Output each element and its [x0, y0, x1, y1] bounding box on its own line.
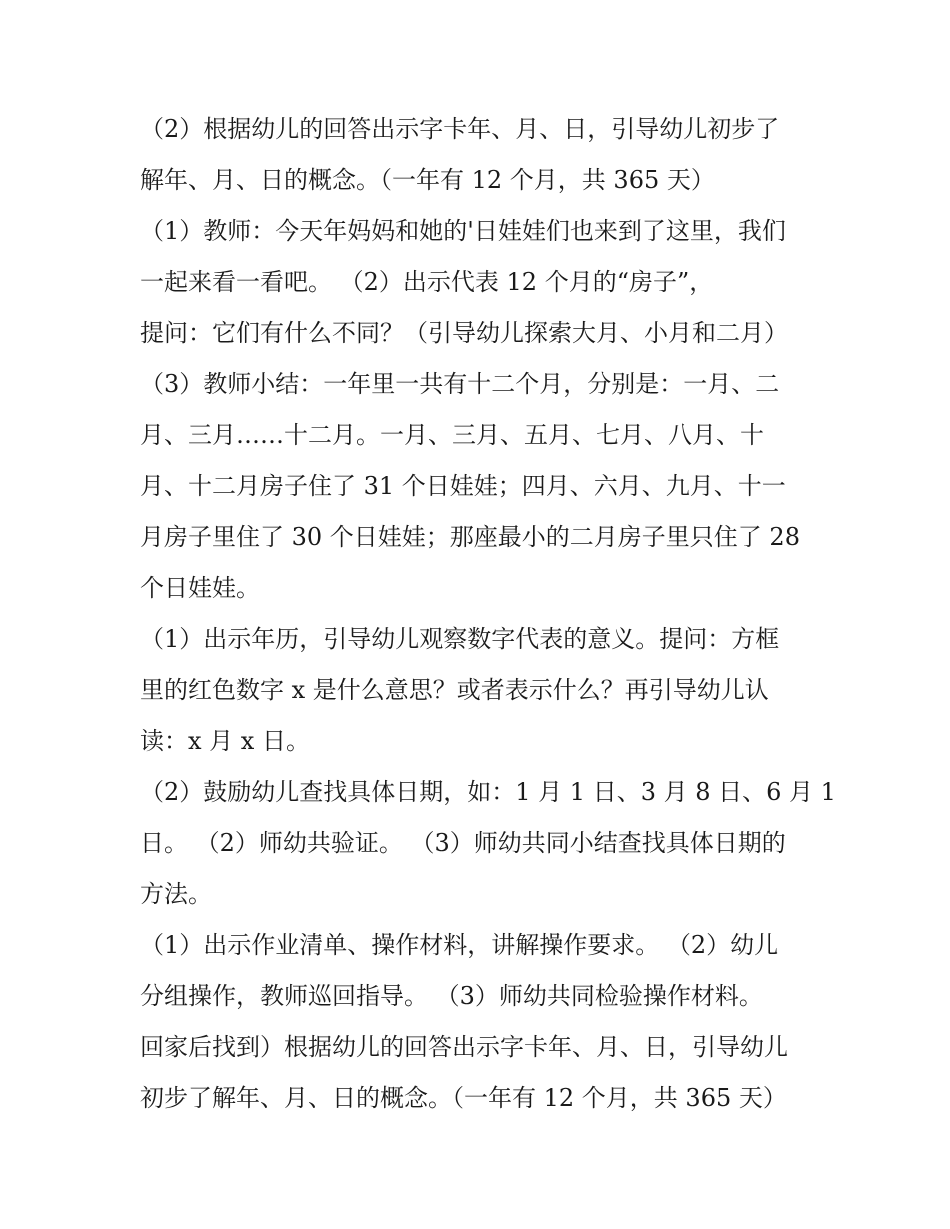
text-line: 里的红色数字 x 是什么意思？或者表示什么？再引导幼儿认 [140, 676, 769, 704]
text-line: （1）出示作业清单、操作材料，讲解操作要求。 （2）幼儿 [140, 931, 779, 959]
text-line: （2）鼓励幼儿查找具体日期，如：1 月 1 日、3 月 8 日、6 月 1 [140, 778, 836, 806]
text-line: 一起来看一看吧。 （2）出示代表 12 个月的“房子”， [140, 268, 714, 296]
text-line: 提问：它们有什么不同？（引导幼儿探索大月、小月和二月） [140, 319, 788, 347]
text-line: 解年、月、日的概念。（一年有 12 个月，共 365 天） [140, 166, 715, 194]
text-line: 回家后找到）根据幼儿的回答出示字卡年、月、日，引导幼儿 [140, 1033, 788, 1061]
text-line: 方法。 [140, 880, 212, 908]
text-line: 日。 （2）师幼共验证。 （3）师幼共同小结查找具体日期的 [140, 829, 786, 857]
text-line: （1）出示年历，引导幼儿观察数字代表的意义。提问：方框 [140, 625, 780, 653]
text-line: （2）根据幼儿的回答出示字卡年、月、日，引导幼儿初步了 [140, 115, 780, 143]
text-line: 月房子里住了 30 个日娃娃；那座最小的二月房子里只住了 28 [140, 523, 800, 551]
text-line: （3）教师小结：一年里一共有十二个月，分别是：一月、二 [140, 370, 780, 398]
text-line: 月、三月……十二月。一月、三月、五月、七月、八月、十 [140, 421, 764, 449]
text-line: 初步了解年、月、日的概念。（一年有 12 个月，共 365 天） [140, 1084, 787, 1112]
document-body [140, 104, 836, 1124]
text-line: 个日娃娃。 [140, 574, 260, 602]
text-line: 月、十二月房子住了 31 个日娃娃；四月、六月、九月、十一 [140, 472, 786, 500]
text-line: 分组操作，教师巡回指导。 （3）师幼共同检验操作材料。 [140, 982, 763, 1010]
text-line: （1）教师：今天年妈妈和她的'日娃娃们也来到了这里，我们 [140, 217, 786, 245]
text-line: 读：x 月 x 日。 [140, 727, 310, 755]
